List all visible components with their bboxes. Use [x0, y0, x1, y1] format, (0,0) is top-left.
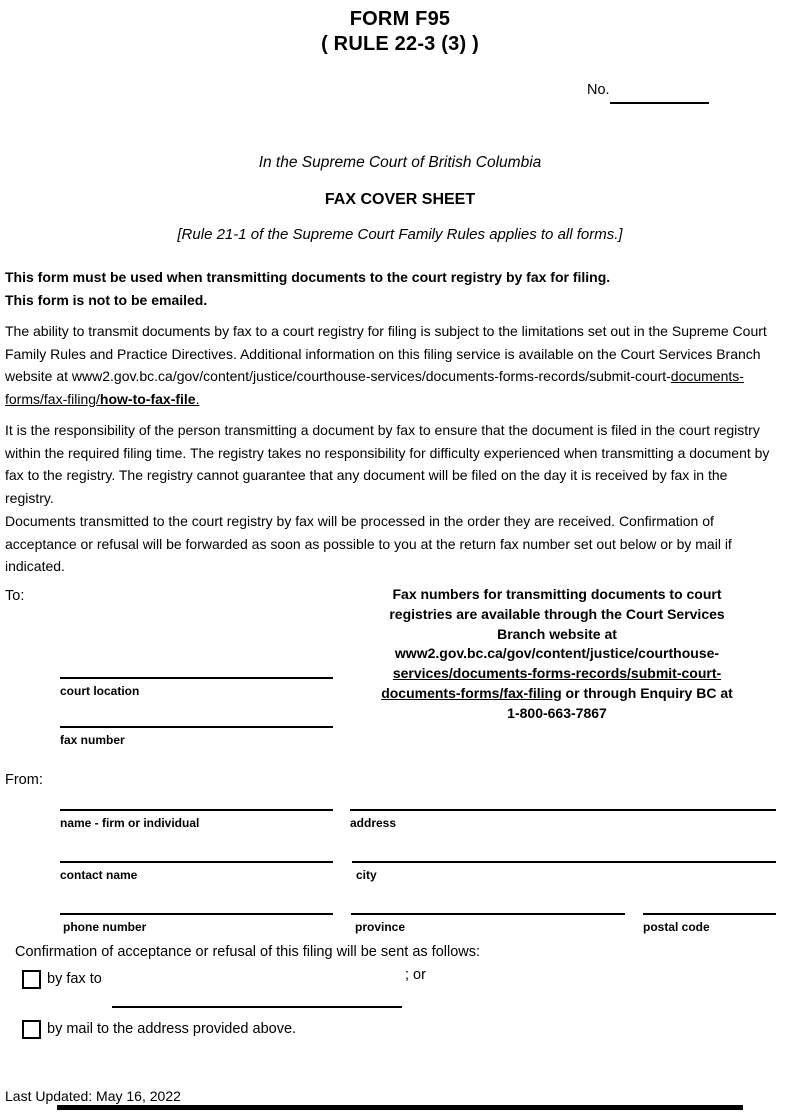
usage-notice-line2: This form is not to be emailed. [5, 291, 208, 308]
no-label: No. [587, 82, 610, 98]
or-suffix: ; or [405, 967, 426, 983]
rule-title: ( RULE 22-3 (3) ) [321, 33, 479, 55]
address-field[interactable] [350, 809, 776, 832]
ability-paragraph: The ability to transmit documents by fax to a court registry for filing is subject to the limitations set out in the Supreme Court Family Rules and Practice Directives. Additional information on this filing service is available on the Court Services Branch website at www2.gov.bc.ca/gov/content/justice/courthouse-services/documents-forms-records/submit-court-documents-forms/fax-filing/how-to-fax-file. [5, 323, 767, 407]
form-title: FORM F95 [349, 8, 451, 30]
name-field[interactable] [60, 809, 333, 832]
court-location-label: court location [60, 684, 140, 698]
province-field[interactable] [351, 913, 625, 936]
last-updated: Last Updated: May 16, 2022 [5, 1088, 181, 1104]
responsibility-paragraph: It is the responsibility of the person transmitting a document by fax to ensure that the document is filed in the court registry within the required filing time. The registry takes no responsibility for difficulty experienced when transmitting a document by fax to the registry. The registry cannot guarantee that any document will be filed on the day it is received by fax in the registry. [5, 422, 770, 506]
name-field-label: name - firm or individual [60, 816, 200, 830]
fax-number-label: fax number [60, 733, 125, 747]
postal-code-field[interactable] [643, 913, 776, 936]
processing-paragraph: Documents transmitted to the court registry by fax will be processed in the order they are received. Confirmation of acceptance or refusal will be forwarded as soon as possible to you at the return fax number set out below or by mail if indicated. [5, 513, 732, 574]
address-field-label: address [350, 816, 397, 830]
phone-number-field-label: phone number [63, 920, 147, 934]
contact-name-field-label: contact name [60, 868, 138, 882]
fax-number-field[interactable] [60, 726, 333, 749]
court-name: In the Supreme Court of British Columbia [258, 154, 542, 171]
province-field-label: province [355, 920, 406, 934]
confirmation-intro: Confirmation of acceptance or refusal of this filing will be sent as follows: [15, 944, 481, 960]
phone-number-field[interactable] [60, 913, 333, 936]
from-label: From: [5, 772, 43, 788]
city-field[interactable] [352, 861, 776, 884]
sheet-heading: FAX COVER SHEET [324, 191, 476, 208]
court-location-field[interactable] [60, 677, 333, 700]
to-label: To: [5, 588, 25, 604]
usage-notice [5, 266, 777, 311]
no-input-line[interactable] [610, 84, 709, 104]
fax-numbers-note: Fax numbers for transmitting documents to court registries are available through the Court Services Branch website at www2.gov.bc.ca/gov/content/justice/courthouse- services/documents-forms-records/submit-court- documents-forms/fax-filing or through Enquiry BC at 1-800-663-7867 [381, 586, 733, 721]
mail-option-label: by mail to the address provided above. [47, 1021, 297, 1037]
city-field-label: city [356, 868, 377, 882]
fax-option-checkbox[interactable] [22, 970, 41, 989]
postal-code-field-label: postal code [643, 920, 710, 934]
rule-note: [Rule 21-1 of the Supreme Court Family Rules applies to all forms.] [177, 226, 623, 243]
fax-option-label: by fax to [47, 971, 102, 987]
usage-notice-line1: This form must be used when transmitting documents to the court registry by fax for filing. [5, 269, 611, 285]
fax-number-input-line[interactable] [112, 988, 402, 1008]
footer-bar [57, 1105, 743, 1110]
contact-name-field[interactable] [60, 861, 333, 884]
mail-option-checkbox[interactable] [22, 1020, 41, 1039]
